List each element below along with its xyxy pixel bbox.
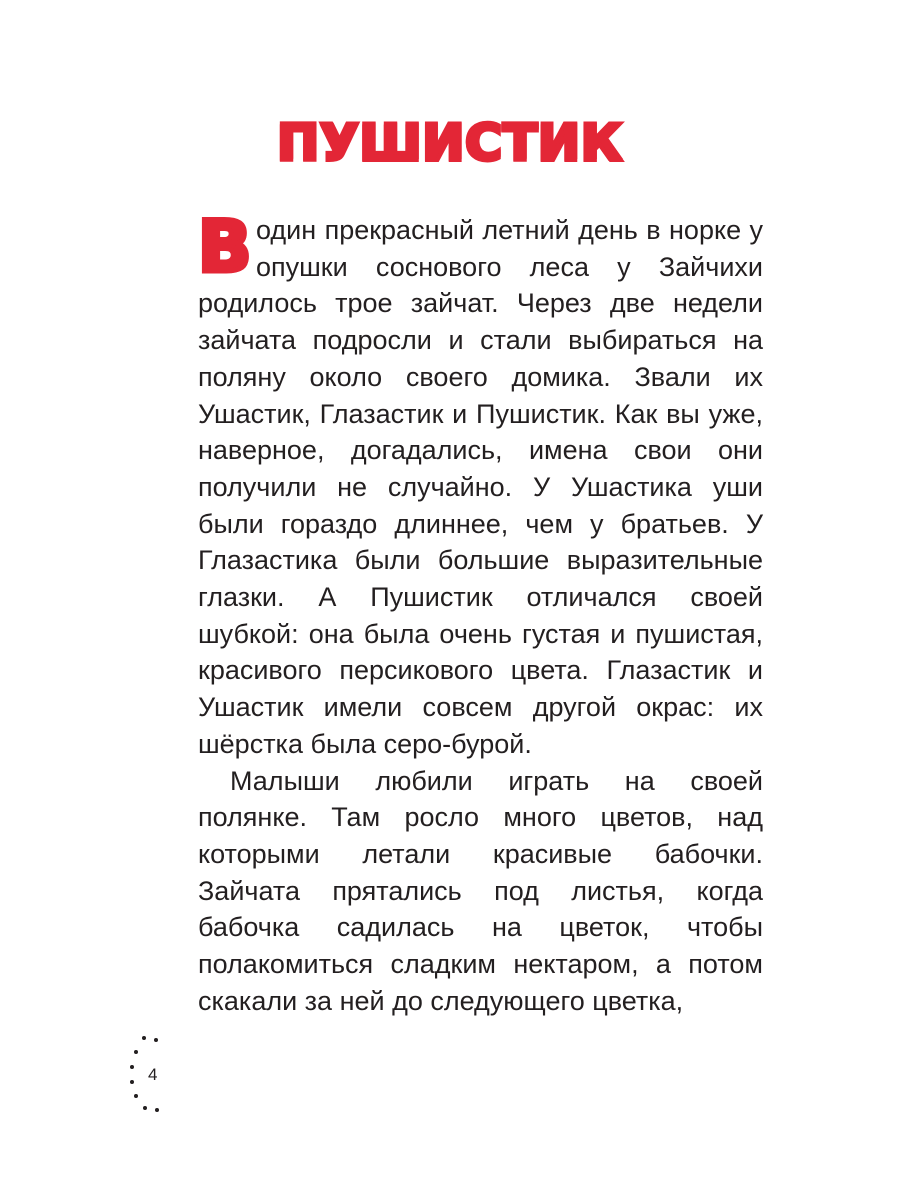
page-number: 4 — [148, 1065, 158, 1084]
page-folio — [124, 1034, 174, 1120]
story-title: ПУШИСТИК — [277, 114, 623, 172]
folio-dot — [130, 1080, 134, 1084]
folio-dot — [155, 1108, 159, 1112]
folio-dot — [154, 1038, 158, 1042]
paragraph-1-text: один прекрасный летний день в норке у опушки соснового леса у Зайчихи родилось трое зайчат. Через две недели зайчата подросли и стали выбираться на поляну около своего домика. Звали их Ушастик, Глазастик и Пушистик. Как вы уже, наверное, догадались, имена свои они получили не случайно. У Ушастика уши были гораздо длиннее, чем у братьев. У Глазастика были большие выразительные глазки. А Пушистик отличался своей шубкой: она была очень густая и пушистая, красивого персикового цвета. Глазастик и Ушастик имели совсем другой окрас: их шёрстка была серо-бурой. — [198, 215, 763, 759]
story-body — [198, 206, 763, 1019]
paragraph-2: Малыши любили играть на своей полянке. Там росло много цветов, над которыми летали красивые бабочки. Зайчата прятались под листья, когда бабочка садилась на цветок, чтобы полакомиться сладким нектаром, а потом скакали за ней до следующего цветка, — [198, 765, 763, 1016]
folio-dot — [134, 1050, 138, 1054]
folio-dot — [130, 1065, 134, 1069]
folio-dot — [134, 1094, 138, 1098]
folio-dot — [143, 1106, 147, 1110]
folio-dot — [142, 1036, 146, 1040]
drop-cap-letter: В — [198, 206, 252, 288]
paragraph-1 — [198, 206, 763, 763]
